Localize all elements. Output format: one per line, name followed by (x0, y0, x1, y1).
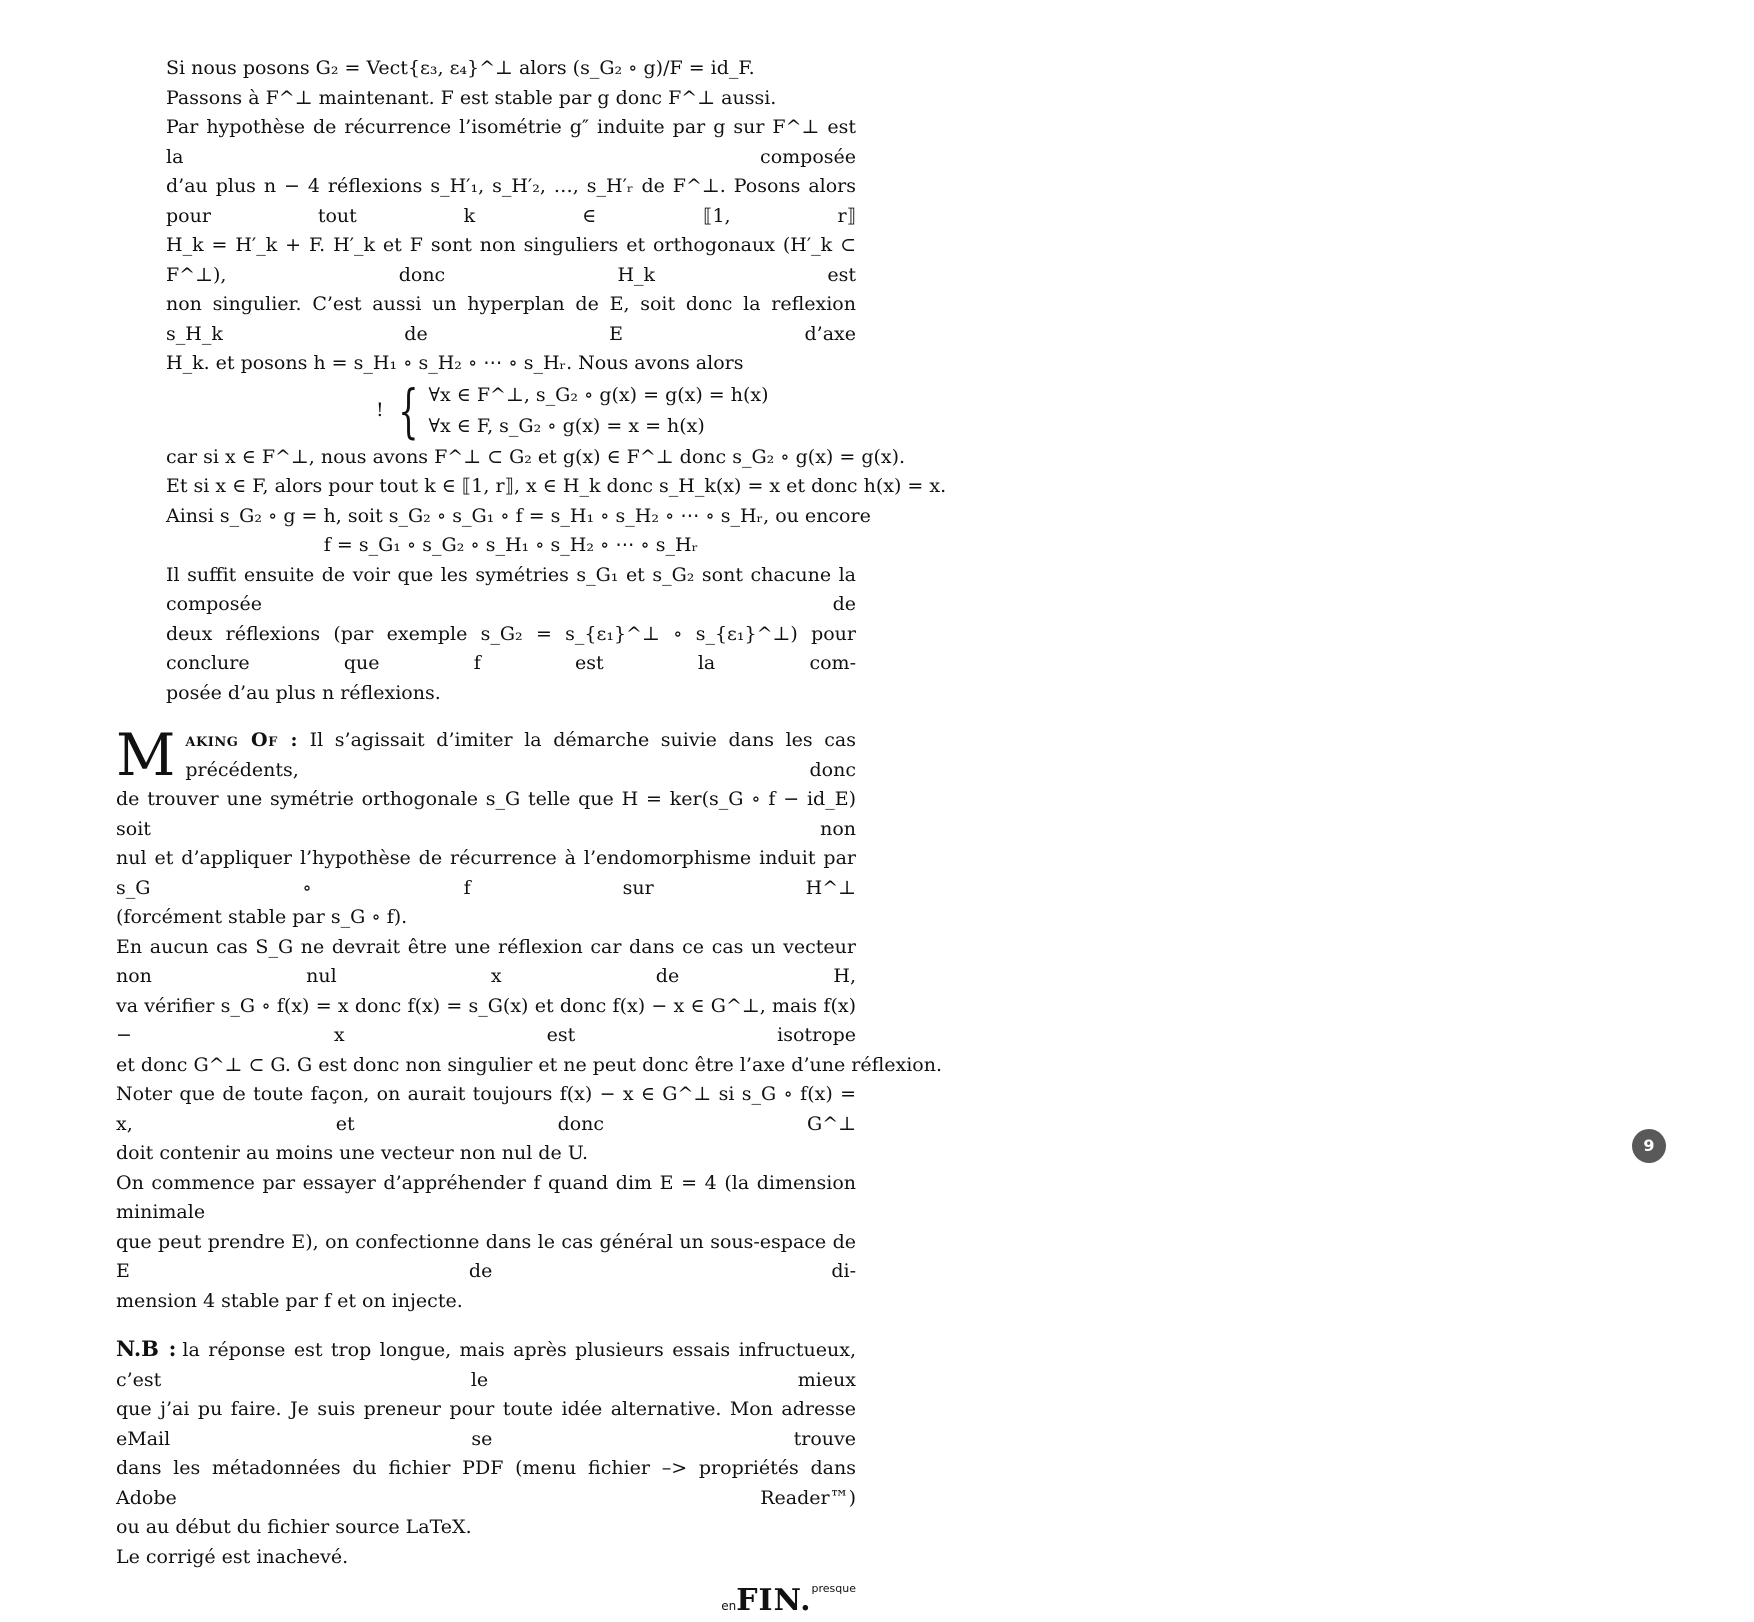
nb-text: la réponse est trop longue, mais après plusieurs essais infructueux, c’est le mieux (116, 1339, 856, 1391)
end-word: FIN. (736, 1583, 812, 1618)
section-gap (116, 1316, 856, 1334)
making-of-line: nul et d’appliquer l’hypothèse de récurrence à l’endomorphisme induit par s_G ∘ f sur H^⊥ (116, 847, 856, 899)
making-of-heading: aking Of : (185, 729, 298, 751)
making-of-line: Noter que de toute façon, on aurait toujours f(x) − x ∈ G^⊥ si s_G ∘ f(x) = x, et donc G^⊥ (116, 1083, 856, 1135)
proof-line: posée d’au plus n réflexions. (166, 681, 441, 704)
nb-line: Le corrigé est inachevé. (116, 1545, 349, 1568)
nb-heading: N.B : (116, 1336, 177, 1361)
system-line: ∀x ∈ F, s_G₂ ∘ g(x) = x = h(x) (428, 414, 705, 437)
proof-line: car si x ∈ F^⊥, nous avons F^⊥ ⊂ G₂ et g(x) ∈ F^⊥ donc s_G₂ ∘ g(x) = g(x). (166, 445, 906, 468)
making-of-line: mension 4 stable par f et on injecte. (116, 1289, 463, 1312)
making-of-text: Il s’agissait d’imiter la démarche suivie dans les cas précédents, donc (185, 729, 856, 781)
section-gap (116, 708, 856, 726)
making-of-line: On commence par essayer d’appréhender f quand dim E = 4 (la dimension minimale (116, 1171, 856, 1223)
making-of-line: En aucun cas S_G ne devrait être une réflexion car dans ce cas un vecteur non nul x de H, (116, 935, 856, 987)
system-brace: { (397, 376, 419, 445)
making-of-line: doit contenir au moins une vecteur non nul de U. (116, 1142, 589, 1164)
text-column (116, 54, 947, 1618)
nb-line: dans les métadonnées du fichier PDF (menu fichier –> propriétés dans Adobe Reader™) (116, 1457, 856, 1509)
making-of-line: et donc G^⊥ ⊂ G. G est donc non singulier et ne peut donc être l’axe d’une réflexion. (116, 1053, 942, 1076)
proof-line: H_k. et posons h = s_H₁ ∘ s_H₂ ∘ ⋯ ∘ s_Hᵣ. Nous avons alors (166, 352, 744, 374)
equation-system (376, 376, 856, 445)
proof-line: Par hypothèse de récurrence l’isométrie g″ induite par g sur F^⊥ est la composée (166, 116, 856, 168)
making-of-line (116, 721, 856, 789)
proof-line: Si nous posons G₂ = Vect{ε₃, ε₄}^⊥ alors (s_G₂ ∘ g)/F = id_F. (166, 57, 755, 79)
making-of-line: de trouver une symétrie orthogonale s_G telle que H = ker(s_G ∘ f − id_E) soit non (116, 788, 856, 840)
proof-line: Et si x ∈ F, alors pour tout k ∈ ⟦1, r⟧, x ∈ H_k donc s_H_k(x) = x et donc h(x) = x. (166, 475, 947, 497)
nb-line (116, 1334, 856, 1395)
nb-line: que j’ai pu faire. Je suis preneur pour toute idée alternative. Mon adresse eMail se trouve (116, 1398, 856, 1450)
proof-block (166, 54, 947, 708)
making-of-section (116, 721, 942, 1316)
proof-line: Il suffit ensuite de voir que les symétries s_G₁ et s_G₂ sont chacune la composée de (166, 563, 856, 615)
end-suffix: presque (811, 1582, 856, 1595)
system-line: ∀x ∈ F^⊥, s_G₂ ∘ g(x) = g(x) = h(x) (428, 383, 769, 406)
page-number-badge: 9 (1632, 1129, 1666, 1163)
making-of-line: que peut prendre E), on confectionne dans le cas général un sous-espace de E de di- (116, 1230, 856, 1282)
end-mark (116, 1574, 856, 1618)
end-prefix: en (721, 1599, 737, 1613)
proof-line: d’au plus n − 4 réflexions s_H′₁, s_H′₂, …, s_H′ᵣ de F^⊥. Posons alors pour tout k ∈ ⟦1, r⟧ (166, 175, 856, 227)
proof-line: H_k = H′_k + F. H′_k et F sont non singuliers et orthogonaux (H′_k ⊂ F^⊥), donc H_k est (166, 234, 856, 286)
proof-line: non singulier. C’est aussi un hyperplan de E, soit donc la reflexion s_H_k de E d’axe (166, 293, 856, 345)
display-formula: f = s_G₁ ∘ s_G₂ ∘ s_H₁ ∘ s_H₂ ∘ ⋯ ∘ s_Hᵣ (323, 534, 699, 556)
making-of-line: (forcément stable par s_G ∘ f). (116, 906, 408, 928)
proof-line: deux réflexions (par exemple s_G₂ = s_{ε₁}^⊥ ∘ s_{ε₁}^⊥) pour conclure que f est la com- (166, 622, 856, 674)
making-of-line: va vérifier s_G ∘ f(x) = x donc f(x) = s_G(x) et donc f(x) − x ∈ G^⊥, mais f(x) − x est isotrope (116, 994, 856, 1046)
nb-section (116, 1334, 856, 1572)
drop-cap: M (116, 721, 176, 789)
system-mark: ! (376, 398, 384, 421)
nb-line: ou au début du fichier source LaTeX. (116, 1516, 472, 1538)
proof-line: Passons à F^⊥ maintenant. F est stable par g donc F^⊥ aussi. (166, 86, 777, 109)
system-lines (429, 380, 769, 442)
proof-line: Ainsi s_G₂ ∘ g = h, soit s_G₂ ∘ s_G₁ ∘ f = s_H₁ ∘ s_H₂ ∘ ⋯ ∘ s_Hᵣ, ou encore (166, 504, 871, 527)
